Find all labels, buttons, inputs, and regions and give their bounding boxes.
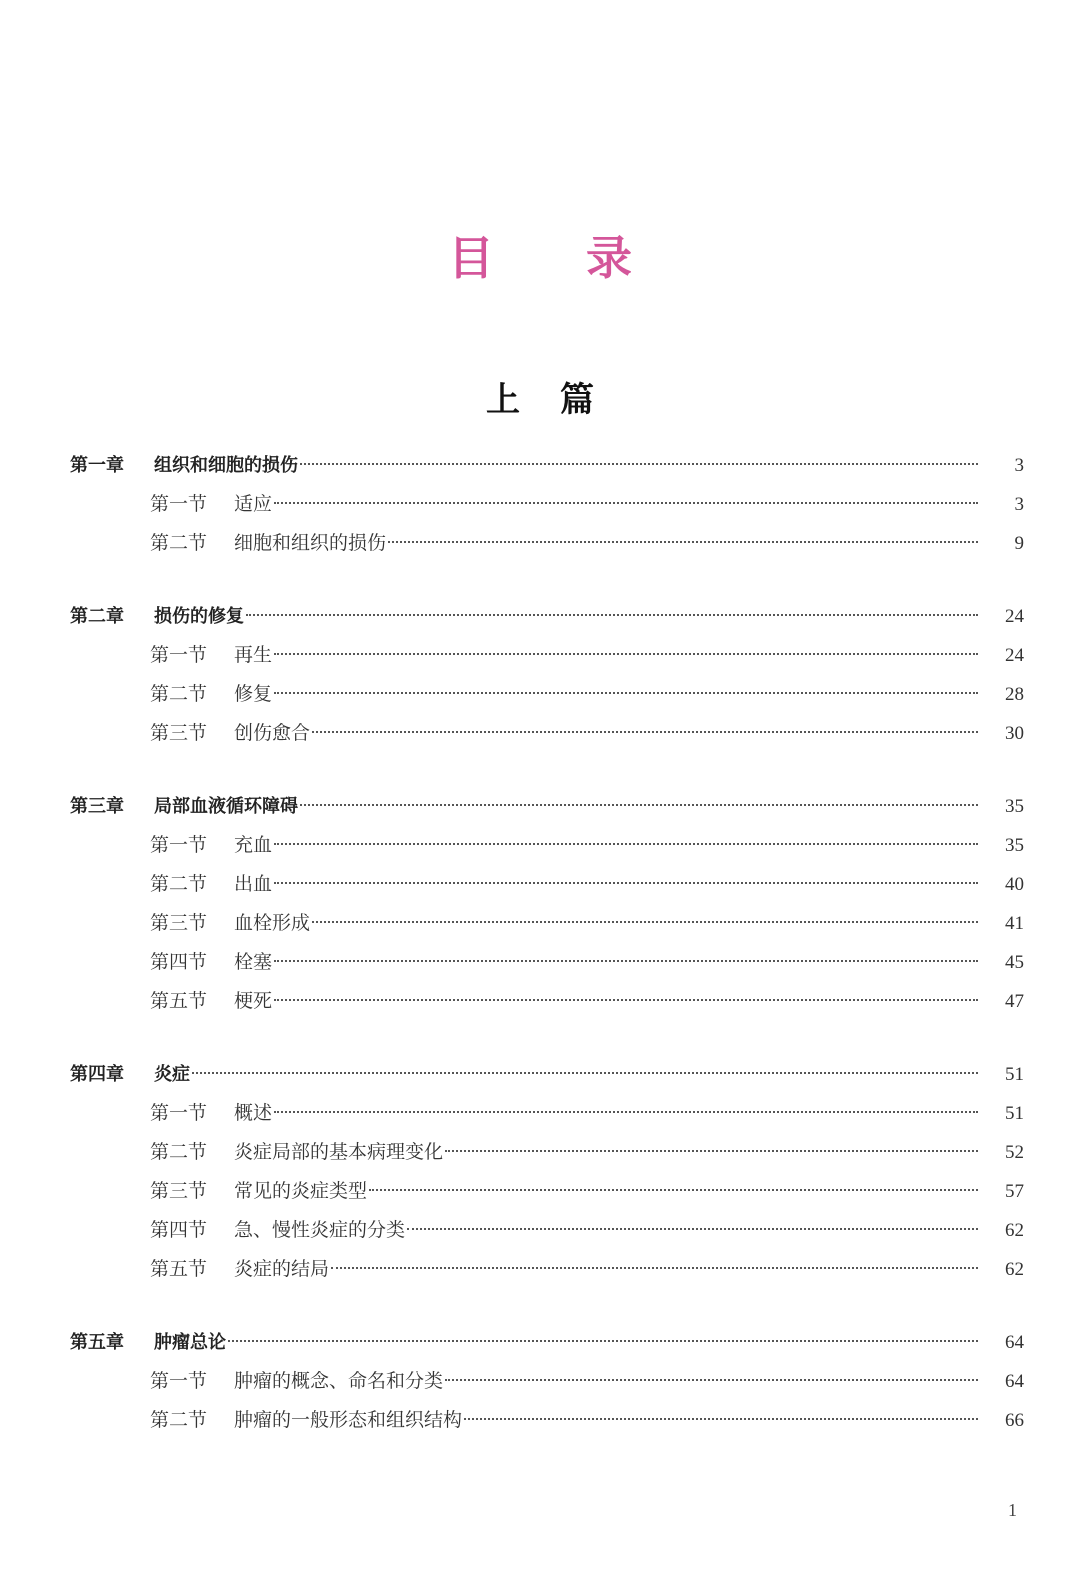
dot-leader <box>464 1418 978 1420</box>
dot-leader <box>388 541 978 543</box>
toc-section-entry-title: 适应 <box>234 493 273 515</box>
toc-chapter <box>70 787 1024 1021</box>
toc-chapter-entry-title: 炎症 <box>154 1064 190 1085</box>
toc-chapter-entry-title: 组织和细胞的损伤 <box>154 455 298 476</box>
toc-section-entry-label: 第四节 <box>150 951 208 973</box>
toc-section-entry[interactable] <box>70 1211 1024 1250</box>
page-number: 1 <box>1008 1500 1017 1520</box>
toc-section-entry[interactable] <box>70 485 1024 524</box>
toc-section-entry-label: 第四节 <box>150 1219 208 1241</box>
toc-section-entry-page: 62 <box>1005 1220 1024 1241</box>
toc-section-entry-page: 47 <box>1005 991 1024 1012</box>
toc-section-entry-title: 急、慢性炎症的分类 <box>234 1219 406 1241</box>
toc-chapter-entry[interactable] <box>70 1323 1024 1362</box>
toc-chapter-entry-label: 第五章 <box>70 1332 124 1353</box>
toc-section-entry[interactable] <box>70 675 1024 714</box>
toc-section-entry-title: 再生 <box>234 644 273 666</box>
toc-section-entry[interactable] <box>70 714 1024 753</box>
dot-leader <box>274 502 978 504</box>
dot-leader <box>445 1150 978 1152</box>
dot-leader <box>274 882 978 884</box>
toc-section-entry-label: 第一节 <box>150 834 208 856</box>
toc-section-entry[interactable] <box>70 904 1024 943</box>
toc-section-entry-label: 第三节 <box>150 912 208 934</box>
toc-section-entry-label: 第五节 <box>150 1258 208 1280</box>
toc-section-entry-title: 常见的炎症类型 <box>234 1180 368 1202</box>
dot-leader <box>331 1267 978 1269</box>
toc-section-entry-page: 41 <box>1005 913 1024 934</box>
dot-leader <box>192 1072 978 1074</box>
toc-section-entry-page: 28 <box>1005 684 1024 705</box>
toc-section-entry[interactable] <box>70 524 1024 563</box>
toc-section-entry-page: 57 <box>1005 1181 1024 1202</box>
toc-chapter-entry-label: 第二章 <box>70 606 124 627</box>
toc-section-entry-label: 第二节 <box>150 873 208 895</box>
dot-leader <box>274 1111 978 1113</box>
toc-chapter-entry[interactable] <box>70 446 1024 485</box>
toc-section-entry-page: 62 <box>1005 1259 1024 1280</box>
toc-section-entry-title: 血栓形成 <box>234 912 311 934</box>
toc-section-entry-page: 40 <box>1005 874 1024 895</box>
toc-section-entry[interactable] <box>70 982 1024 1021</box>
toc-chapter-entry-page: 64 <box>1005 1332 1024 1353</box>
toc-section-entry-title: 创伤愈合 <box>234 722 311 744</box>
toc-section-entry-title: 充血 <box>234 834 273 856</box>
toc-section-entry-title: 炎症局部的基本病理变化 <box>234 1141 444 1163</box>
toc-section-entry-label: 第五节 <box>150 990 208 1012</box>
toc-section-entry-page: 66 <box>1005 1410 1024 1431</box>
toc-section-entry-page: 64 <box>1005 1371 1024 1392</box>
toc-section-entry-page: 9 <box>1014 533 1024 554</box>
toc-chapter <box>70 1055 1024 1289</box>
toc-section-entry-label: 第二节 <box>150 532 208 554</box>
toc-section-entry-page: 35 <box>1005 835 1024 856</box>
toc-chapter <box>70 597 1024 753</box>
dot-leader <box>228 1340 978 1342</box>
toc-section-entry-title: 梗死 <box>234 990 273 1012</box>
dot-leader <box>274 692 978 694</box>
toc-section-entry[interactable] <box>70 826 1024 865</box>
toc-section-entry-page: 45 <box>1005 952 1024 973</box>
toc-chapter-entry-label: 第三章 <box>70 796 124 817</box>
toc-section-entry-label: 第三节 <box>150 1180 208 1202</box>
dot-leader <box>407 1228 978 1230</box>
toc-section-entry-page: 52 <box>1005 1142 1024 1163</box>
table-of-contents <box>70 446 1024 1474</box>
toc-chapter-entry-label: 第四章 <box>70 1064 124 1085</box>
toc-section-entry[interactable] <box>70 1133 1024 1172</box>
dot-leader <box>445 1379 978 1381</box>
toc-section-entry[interactable] <box>70 1094 1024 1133</box>
toc-section-entry-label: 第一节 <box>150 493 208 515</box>
toc-section-entry-title: 修复 <box>234 683 273 705</box>
toc-section-entry-page: 30 <box>1005 723 1024 744</box>
toc-section-entry-label: 第一节 <box>150 1102 208 1124</box>
toc-chapter-entry-page: 35 <box>1005 796 1024 817</box>
toc-section-entry-label: 第三节 <box>150 722 208 744</box>
toc-chapter-entry[interactable] <box>70 1055 1024 1094</box>
toc-section-entry-title: 细胞和组织的损伤 <box>234 532 387 554</box>
dot-leader <box>274 960 978 962</box>
dot-leader <box>369 1189 978 1191</box>
dot-leader <box>300 804 978 806</box>
toc-section-entry-label: 第二节 <box>150 683 208 705</box>
toc-section-entry-title: 栓塞 <box>234 951 273 973</box>
toc-chapter <box>70 1323 1024 1440</box>
toc-section-entry-label: 第二节 <box>150 1141 208 1163</box>
toc-chapter-entry[interactable] <box>70 597 1024 636</box>
toc-section-entry-label: 第二节 <box>150 1409 208 1431</box>
toc-section-entry[interactable] <box>70 1401 1024 1440</box>
toc-chapter-entry-title: 肿瘤总论 <box>154 1332 226 1353</box>
toc-section-entry-label: 第一节 <box>150 644 208 666</box>
toc-section-entry[interactable] <box>70 1250 1024 1289</box>
toc-section-entry-page: 3 <box>1014 494 1024 515</box>
page-title: 目录 <box>448 231 724 285</box>
dot-leader <box>274 999 978 1001</box>
dot-leader <box>274 843 978 845</box>
toc-section-entry[interactable] <box>70 636 1024 675</box>
toc-chapter-entry-label: 第一章 <box>70 455 124 476</box>
toc-section-entry-label: 第一节 <box>150 1370 208 1392</box>
dot-leader <box>274 653 978 655</box>
toc-section-entry[interactable] <box>70 943 1024 982</box>
toc-chapter <box>70 446 1024 563</box>
dot-leader <box>312 731 978 733</box>
toc-section-entry-title: 肿瘤的概念、命名和分类 <box>234 1370 444 1392</box>
toc-section-entry[interactable] <box>70 865 1024 904</box>
toc-chapter-entry-page: 3 <box>1014 455 1024 476</box>
toc-section-entry-page: 51 <box>1005 1103 1024 1124</box>
dot-leader <box>312 921 978 923</box>
toc-chapter-entry-title: 损伤的修复 <box>154 606 244 627</box>
toc-chapter-entry-title: 局部血液循环障碍 <box>154 796 298 817</box>
toc-chapter-entry-page: 51 <box>1005 1064 1024 1085</box>
toc-section-entry[interactable] <box>70 1362 1024 1401</box>
toc-section-entry-title: 肿瘤的一般形态和组织结构 <box>234 1409 463 1431</box>
toc-chapter-entry[interactable] <box>70 787 1024 826</box>
part-title: 上篇 <box>486 380 634 420</box>
toc-section-entry-title: 炎症的结局 <box>234 1258 330 1280</box>
toc-section-entry-title: 出血 <box>234 873 273 895</box>
dot-leader <box>300 463 978 465</box>
toc-section-entry-page: 24 <box>1005 645 1024 666</box>
toc-section-entry[interactable] <box>70 1172 1024 1211</box>
toc-chapter-entry-page: 24 <box>1005 606 1024 627</box>
toc-section-entry-title: 概述 <box>234 1102 273 1124</box>
dot-leader <box>246 614 978 616</box>
